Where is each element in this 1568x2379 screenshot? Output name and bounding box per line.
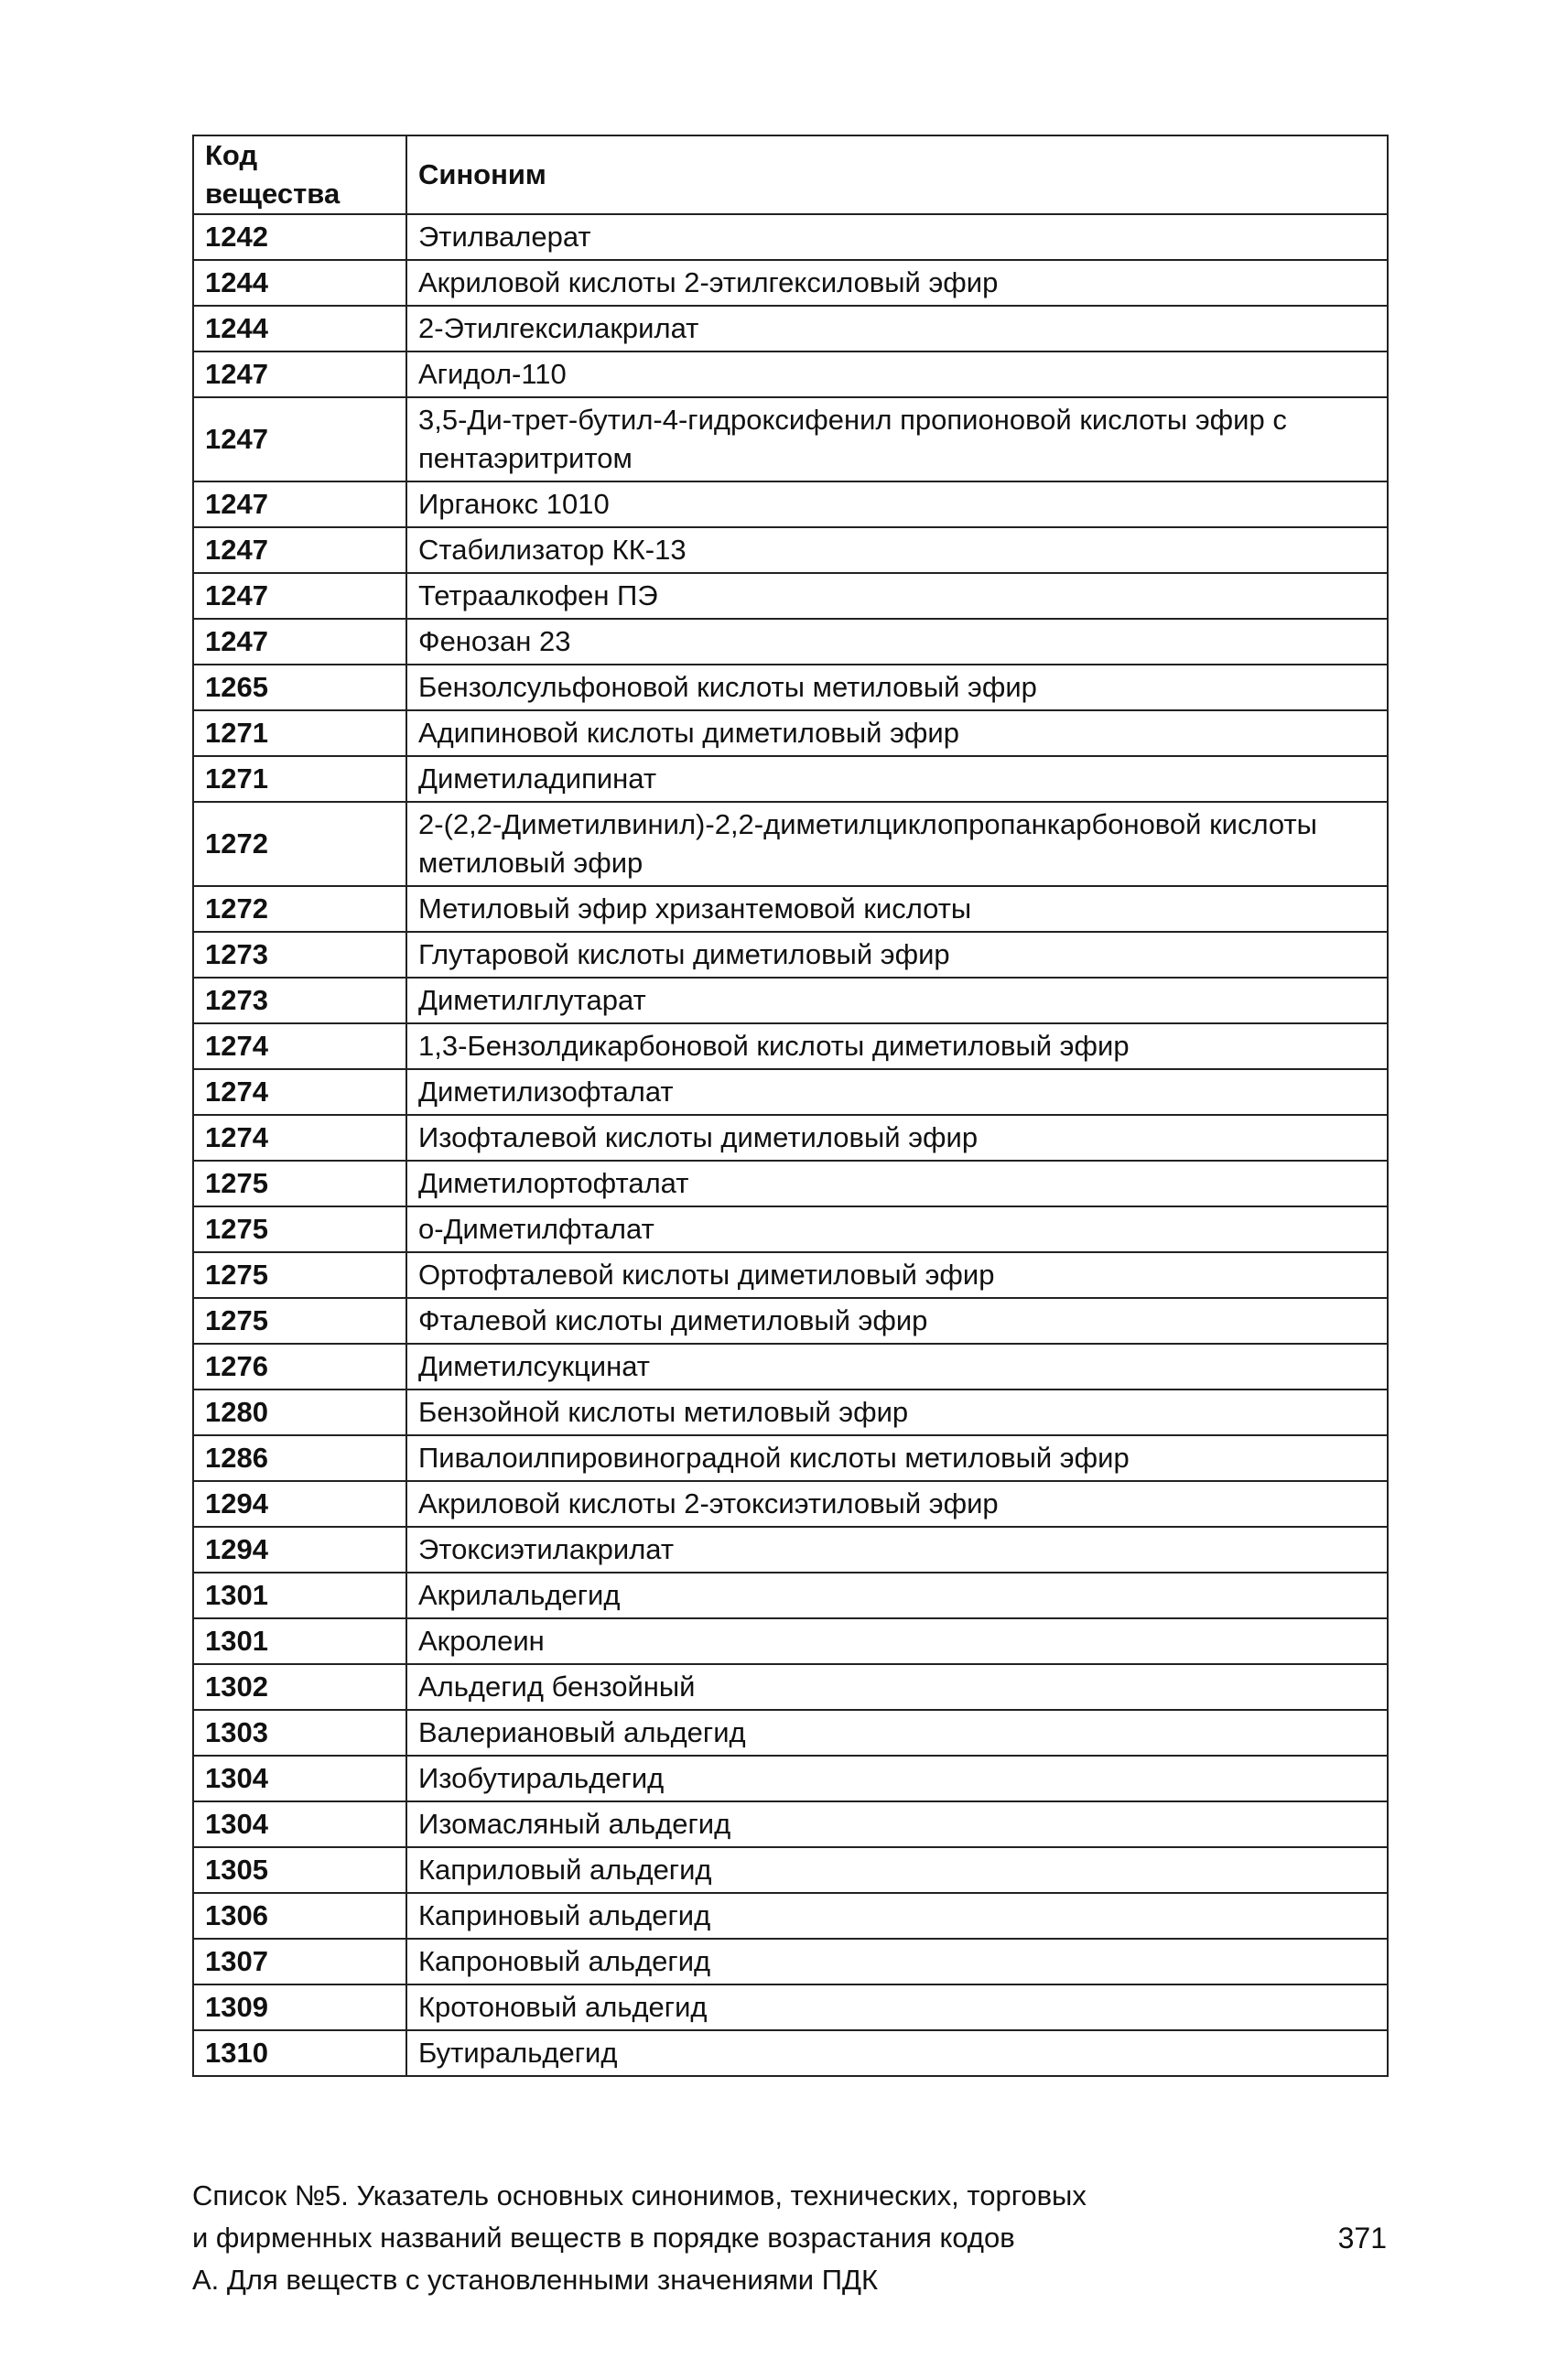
substance-code-cell: 1276: [193, 1344, 406, 1390]
substance-code-cell: 1302: [193, 1664, 406, 1710]
synonym-cell: Акрилальдегид: [406, 1573, 1388, 1618]
table-row: [193, 619, 1388, 665]
page-number: 371: [1337, 2222, 1387, 2255]
table-row: [193, 1298, 1388, 1344]
substance-code-cell: 1304: [193, 1756, 406, 1801]
table-row: [193, 397, 1388, 481]
synonym-cell: Тетраалкофен ПЭ: [406, 573, 1388, 619]
substance-code-cell: 1307: [193, 1939, 406, 1984]
substance-code-cell: 1247: [193, 527, 406, 573]
substance-code-cell: 1294: [193, 1481, 406, 1527]
substance-code-cell: 1273: [193, 932, 406, 978]
table-row: [193, 1573, 1388, 1618]
substance-code-cell: 1272: [193, 802, 406, 886]
header-synonym: Синоним: [406, 135, 1388, 214]
synonym-cell: о-Диметилфталат: [406, 1206, 1388, 1252]
caption-line: и фирменных названий веществ в порядке возрастания кодов: [192, 2222, 1015, 2254]
synonym-cell: Диметилсукцинат: [406, 1344, 1388, 1390]
table-row: [193, 665, 1388, 710]
table-row: [193, 214, 1388, 260]
table-row: [193, 1939, 1388, 1984]
table-row: [193, 756, 1388, 802]
synonym-cell: Ирганокс 1010: [406, 481, 1388, 527]
substance-code-cell: 1301: [193, 1573, 406, 1618]
substance-code-cell: 1271: [193, 710, 406, 756]
table-row: [193, 1206, 1388, 1252]
substance-code-cell: 1274: [193, 1069, 406, 1115]
synonym-cell: Бутиральдегид: [406, 2030, 1388, 2076]
table-row: [193, 1710, 1388, 1756]
substance-code-cell: 1306: [193, 1893, 406, 1939]
synonym-cell: Бензойной кислоты метиловый эфир: [406, 1390, 1388, 1435]
substance-code-cell: 1273: [193, 978, 406, 1023]
synonym-cell: Бензолсульфоновой кислоты метиловый эфир: [406, 665, 1388, 710]
substance-code-cell: 1309: [193, 1984, 406, 2030]
synonym-cell: Стабилизатор КК-13: [406, 527, 1388, 573]
table-row: [193, 1435, 1388, 1481]
table-body: [193, 214, 1388, 2076]
table-row: [193, 573, 1388, 619]
substance-code-cell: 1310: [193, 2030, 406, 2076]
synonym-cell: 1,3-Бензолдикарбоновой кислоты диметиловый эфир: [406, 1023, 1388, 1069]
substance-code-cell: 1275: [193, 1161, 406, 1206]
table-row: [193, 527, 1388, 573]
table-row: [193, 1069, 1388, 1115]
substance-code-cell: 1274: [193, 1023, 406, 1069]
table-row: [193, 1984, 1388, 2030]
substance-code-cell: 1271: [193, 756, 406, 802]
synonym-cell: Альдегид бензойный: [406, 1664, 1388, 1710]
synonym-cell: Диметиладипинат: [406, 756, 1388, 802]
table-row: [193, 1664, 1388, 1710]
substance-code-cell: 1244: [193, 260, 406, 306]
synonym-cell: Метиловый эфир хризантемовой кислоты: [406, 886, 1388, 932]
substance-code-cell: 1247: [193, 481, 406, 527]
table-row: [193, 481, 1388, 527]
substance-code-cell: 1247: [193, 397, 406, 481]
table-row: [193, 260, 1388, 306]
synonym-cell: 2-Этилгексилакрилат: [406, 306, 1388, 351]
table-row: [193, 1481, 1388, 1527]
synonym-cell: Изобутиральдегид: [406, 1756, 1388, 1801]
caption-line: Список №5. Указатель основных синонимов, технических, торговых: [192, 2179, 1087, 2211]
table-row: [193, 886, 1388, 932]
substance-code-cell: 1294: [193, 1527, 406, 1573]
table-row: [193, 1756, 1388, 1801]
synonym-cell: Диметилглутарат: [406, 978, 1388, 1023]
caption-line: А. Для веществ с установленными значениями ПДК: [192, 2264, 879, 2296]
list-caption: [192, 2175, 1108, 2301]
substance-code-cell: 1275: [193, 1298, 406, 1344]
header-code: Код вещества: [193, 135, 406, 214]
synonym-cell: Акриловой кислоты 2-этилгексиловый эфир: [406, 260, 1388, 306]
substance-code-cell: 1265: [193, 665, 406, 710]
substance-code-cell: 1247: [193, 351, 406, 397]
table-row: [193, 1390, 1388, 1435]
table-row: [193, 1023, 1388, 1069]
table-row: [193, 1527, 1388, 1573]
substance-code-cell: 1247: [193, 573, 406, 619]
table-row: [193, 1115, 1388, 1161]
substance-code-cell: 1305: [193, 1847, 406, 1893]
table-row: [193, 1252, 1388, 1298]
substance-code-cell: 1242: [193, 214, 406, 260]
synonym-table: [192, 135, 1389, 2077]
table-row: [193, 710, 1388, 756]
synonym-cell: Кротоновый альдегид: [406, 1984, 1388, 2030]
synonym-cell: Изофталевой кислоты диметиловый эфир: [406, 1115, 1388, 1161]
synonym-cell: 3,5-Ди-трет-бутил-4-гидроксифенил пропионовой кислоты эфир с пентаэритритом: [406, 397, 1388, 481]
substance-code-cell: 1274: [193, 1115, 406, 1161]
substance-code-cell: 1275: [193, 1252, 406, 1298]
table-row: [193, 2030, 1388, 2076]
substance-code-cell: 1247: [193, 619, 406, 665]
table-row: [193, 1161, 1388, 1206]
synonym-cell: Акриловой кислоты 2-этоксиэтиловый эфир: [406, 1481, 1388, 1527]
table-row: [193, 1801, 1388, 1847]
table-row: [193, 1893, 1388, 1939]
table-row: [193, 1344, 1388, 1390]
synonym-cell: Диметилортофталат: [406, 1161, 1388, 1206]
substance-code-cell: 1286: [193, 1435, 406, 1481]
substance-code-cell: 1301: [193, 1618, 406, 1664]
substance-code-cell: 1304: [193, 1801, 406, 1847]
synonym-cell: Пивалоилпировиноградной кислоты метиловый эфир: [406, 1435, 1388, 1481]
table-header-row: [193, 135, 1388, 214]
table-row: [193, 351, 1388, 397]
table-row: [193, 1847, 1388, 1893]
substance-code-cell: 1272: [193, 886, 406, 932]
synonym-cell: 2-(2,2-Диметилвинил)-2,2-диметилциклопропанкарбоновой кислоты метиловый эфир: [406, 802, 1388, 886]
substance-code-cell: 1280: [193, 1390, 406, 1435]
substance-code-cell: 1244: [193, 306, 406, 351]
synonym-cell: Этилвалерат: [406, 214, 1388, 260]
synonym-cell: Валериановый альдегид: [406, 1710, 1388, 1756]
table-row: [193, 306, 1388, 351]
synonym-cell: Адипиновой кислоты диметиловый эфир: [406, 710, 1388, 756]
synonym-cell: Этоксиэтилакрилат: [406, 1527, 1388, 1573]
table-row: [193, 932, 1388, 978]
synonym-cell: Диметилизофталат: [406, 1069, 1388, 1115]
synonym-cell: Акролеин: [406, 1618, 1388, 1664]
synonym-cell: Капроновый альдегид: [406, 1939, 1388, 1984]
table-row: [193, 802, 1388, 886]
synonym-cell: Фенозан 23: [406, 619, 1388, 665]
substance-code-cell: 1303: [193, 1710, 406, 1756]
synonym-cell: Изомасляный альдегид: [406, 1801, 1388, 1847]
synonym-cell: Каприновый альдегид: [406, 1893, 1388, 1939]
synonym-cell: Агидол-110: [406, 351, 1388, 397]
table-row: [193, 1618, 1388, 1664]
synonym-cell: Глутаровой кислоты диметиловый эфир: [406, 932, 1388, 978]
synonym-cell: Фталевой кислоты диметиловый эфир: [406, 1298, 1388, 1344]
synonym-cell: Ортофталевой кислоты диметиловый эфир: [406, 1252, 1388, 1298]
synonym-cell: Каприловый альдегид: [406, 1847, 1388, 1893]
table-row: [193, 978, 1388, 1023]
substance-code-cell: 1275: [193, 1206, 406, 1252]
